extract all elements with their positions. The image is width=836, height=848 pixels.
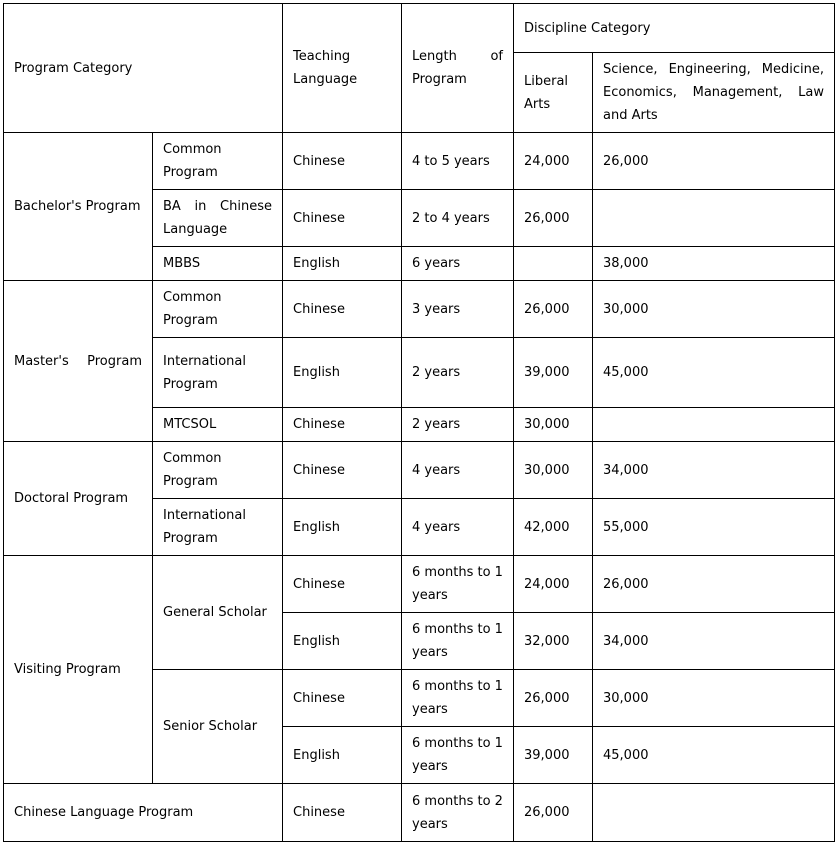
fee-liberal-arts: 26,000 bbox=[514, 784, 593, 842]
sub-program: International Program bbox=[153, 338, 283, 408]
fee-science: 26,000 bbox=[593, 556, 835, 613]
header-science-etc: Science, Engineering, Medicine, Economics, Management, Law and Arts bbox=[593, 53, 835, 133]
teaching-language: English bbox=[283, 338, 402, 408]
program-length: 4 years bbox=[402, 499, 514, 556]
program-length: 6 months to 1 years bbox=[402, 613, 514, 670]
program-length: 2 years bbox=[402, 408, 514, 442]
fee-liberal-arts bbox=[514, 247, 593, 281]
fee-science: 45,000 bbox=[593, 727, 835, 784]
program-length: 6 months to 1 years bbox=[402, 556, 514, 613]
fee-liberal-arts: 32,000 bbox=[514, 613, 593, 670]
teaching-language: English bbox=[283, 247, 402, 281]
teaching-language: Chinese bbox=[283, 442, 402, 499]
program-length: 6 months to 1 years bbox=[402, 670, 514, 727]
program-length: 6 months to 2 years bbox=[402, 784, 514, 842]
header-row bbox=[4, 4, 835, 53]
sub-program: Common Program bbox=[153, 442, 283, 499]
sub-program: Common Program bbox=[153, 281, 283, 338]
header-liberal-arts: Liberal Arts bbox=[514, 53, 593, 133]
header-discipline-category: Discipline Category bbox=[514, 4, 835, 53]
fee-liberal-arts: 39,000 bbox=[514, 338, 593, 408]
sub-program: Senior Scholar bbox=[153, 670, 283, 784]
program-length: 4 years bbox=[402, 442, 514, 499]
teaching-language: English bbox=[283, 499, 402, 556]
fee-science bbox=[593, 408, 835, 442]
sub-program: International Program bbox=[153, 499, 283, 556]
fee-science: 26,000 bbox=[593, 133, 835, 190]
teaching-language: English bbox=[283, 727, 402, 784]
group-chinese-language: Chinese Language Program bbox=[4, 784, 283, 842]
table-row bbox=[4, 442, 835, 499]
header-teaching-language: Teaching Language bbox=[283, 4, 402, 133]
sub-program: MBBS bbox=[153, 247, 283, 281]
fee-science bbox=[593, 190, 835, 247]
fee-liberal-arts: 26,000 bbox=[514, 281, 593, 338]
fee-liberal-arts: 26,000 bbox=[514, 670, 593, 727]
fee-science: 55,000 bbox=[593, 499, 835, 556]
fee-liberal-arts: 26,000 bbox=[514, 190, 593, 247]
group-doctoral: Doctoral Program bbox=[4, 442, 153, 556]
teaching-language: Chinese bbox=[283, 784, 402, 842]
fee-liberal-arts: 24,000 bbox=[514, 133, 593, 190]
table-row bbox=[4, 556, 835, 613]
teaching-language: Chinese bbox=[283, 670, 402, 727]
teaching-language: Chinese bbox=[283, 556, 402, 613]
teaching-language: English bbox=[283, 613, 402, 670]
fee-liberal-arts: 39,000 bbox=[514, 727, 593, 784]
program-length: 2 years bbox=[402, 338, 514, 408]
table-row bbox=[4, 133, 835, 190]
fee-liberal-arts: 30,000 bbox=[514, 442, 593, 499]
teaching-language: Chinese bbox=[283, 133, 402, 190]
fee-science: 30,000 bbox=[593, 670, 835, 727]
table-row bbox=[4, 281, 835, 338]
teaching-language: Chinese bbox=[283, 190, 402, 247]
fee-science bbox=[593, 784, 835, 842]
fee-liberal-arts: 24,000 bbox=[514, 556, 593, 613]
group-bachelor: Bachelor's Program bbox=[4, 133, 153, 281]
fee-science: 34,000 bbox=[593, 442, 835, 499]
fee-science: 45,000 bbox=[593, 338, 835, 408]
program-length: 4 to 5 years bbox=[402, 133, 514, 190]
table-row bbox=[4, 784, 835, 842]
fee-liberal-arts: 42,000 bbox=[514, 499, 593, 556]
sub-program: BA in Chinese Language bbox=[153, 190, 283, 247]
sub-program: General Scholar bbox=[153, 556, 283, 670]
fee-science: 30,000 bbox=[593, 281, 835, 338]
header-program-category: Program Category bbox=[4, 4, 283, 133]
tuition-fee-table bbox=[3, 3, 835, 842]
teaching-language: Chinese bbox=[283, 408, 402, 442]
group-master: Master's Program bbox=[4, 281, 153, 442]
program-length: 3 years bbox=[402, 281, 514, 338]
fee-science: 34,000 bbox=[593, 613, 835, 670]
header-length-of-program: Length of Program bbox=[402, 4, 514, 133]
program-length: 6 months to 1 years bbox=[402, 727, 514, 784]
teaching-language: Chinese bbox=[283, 281, 402, 338]
program-length: 2 to 4 years bbox=[402, 190, 514, 247]
sub-program: Common Program bbox=[153, 133, 283, 190]
sub-program: MTCSOL bbox=[153, 408, 283, 442]
group-visiting: Visiting Program bbox=[4, 556, 153, 784]
program-length: 6 years bbox=[402, 247, 514, 281]
fee-liberal-arts: 30,000 bbox=[514, 408, 593, 442]
fee-science: 38,000 bbox=[593, 247, 835, 281]
